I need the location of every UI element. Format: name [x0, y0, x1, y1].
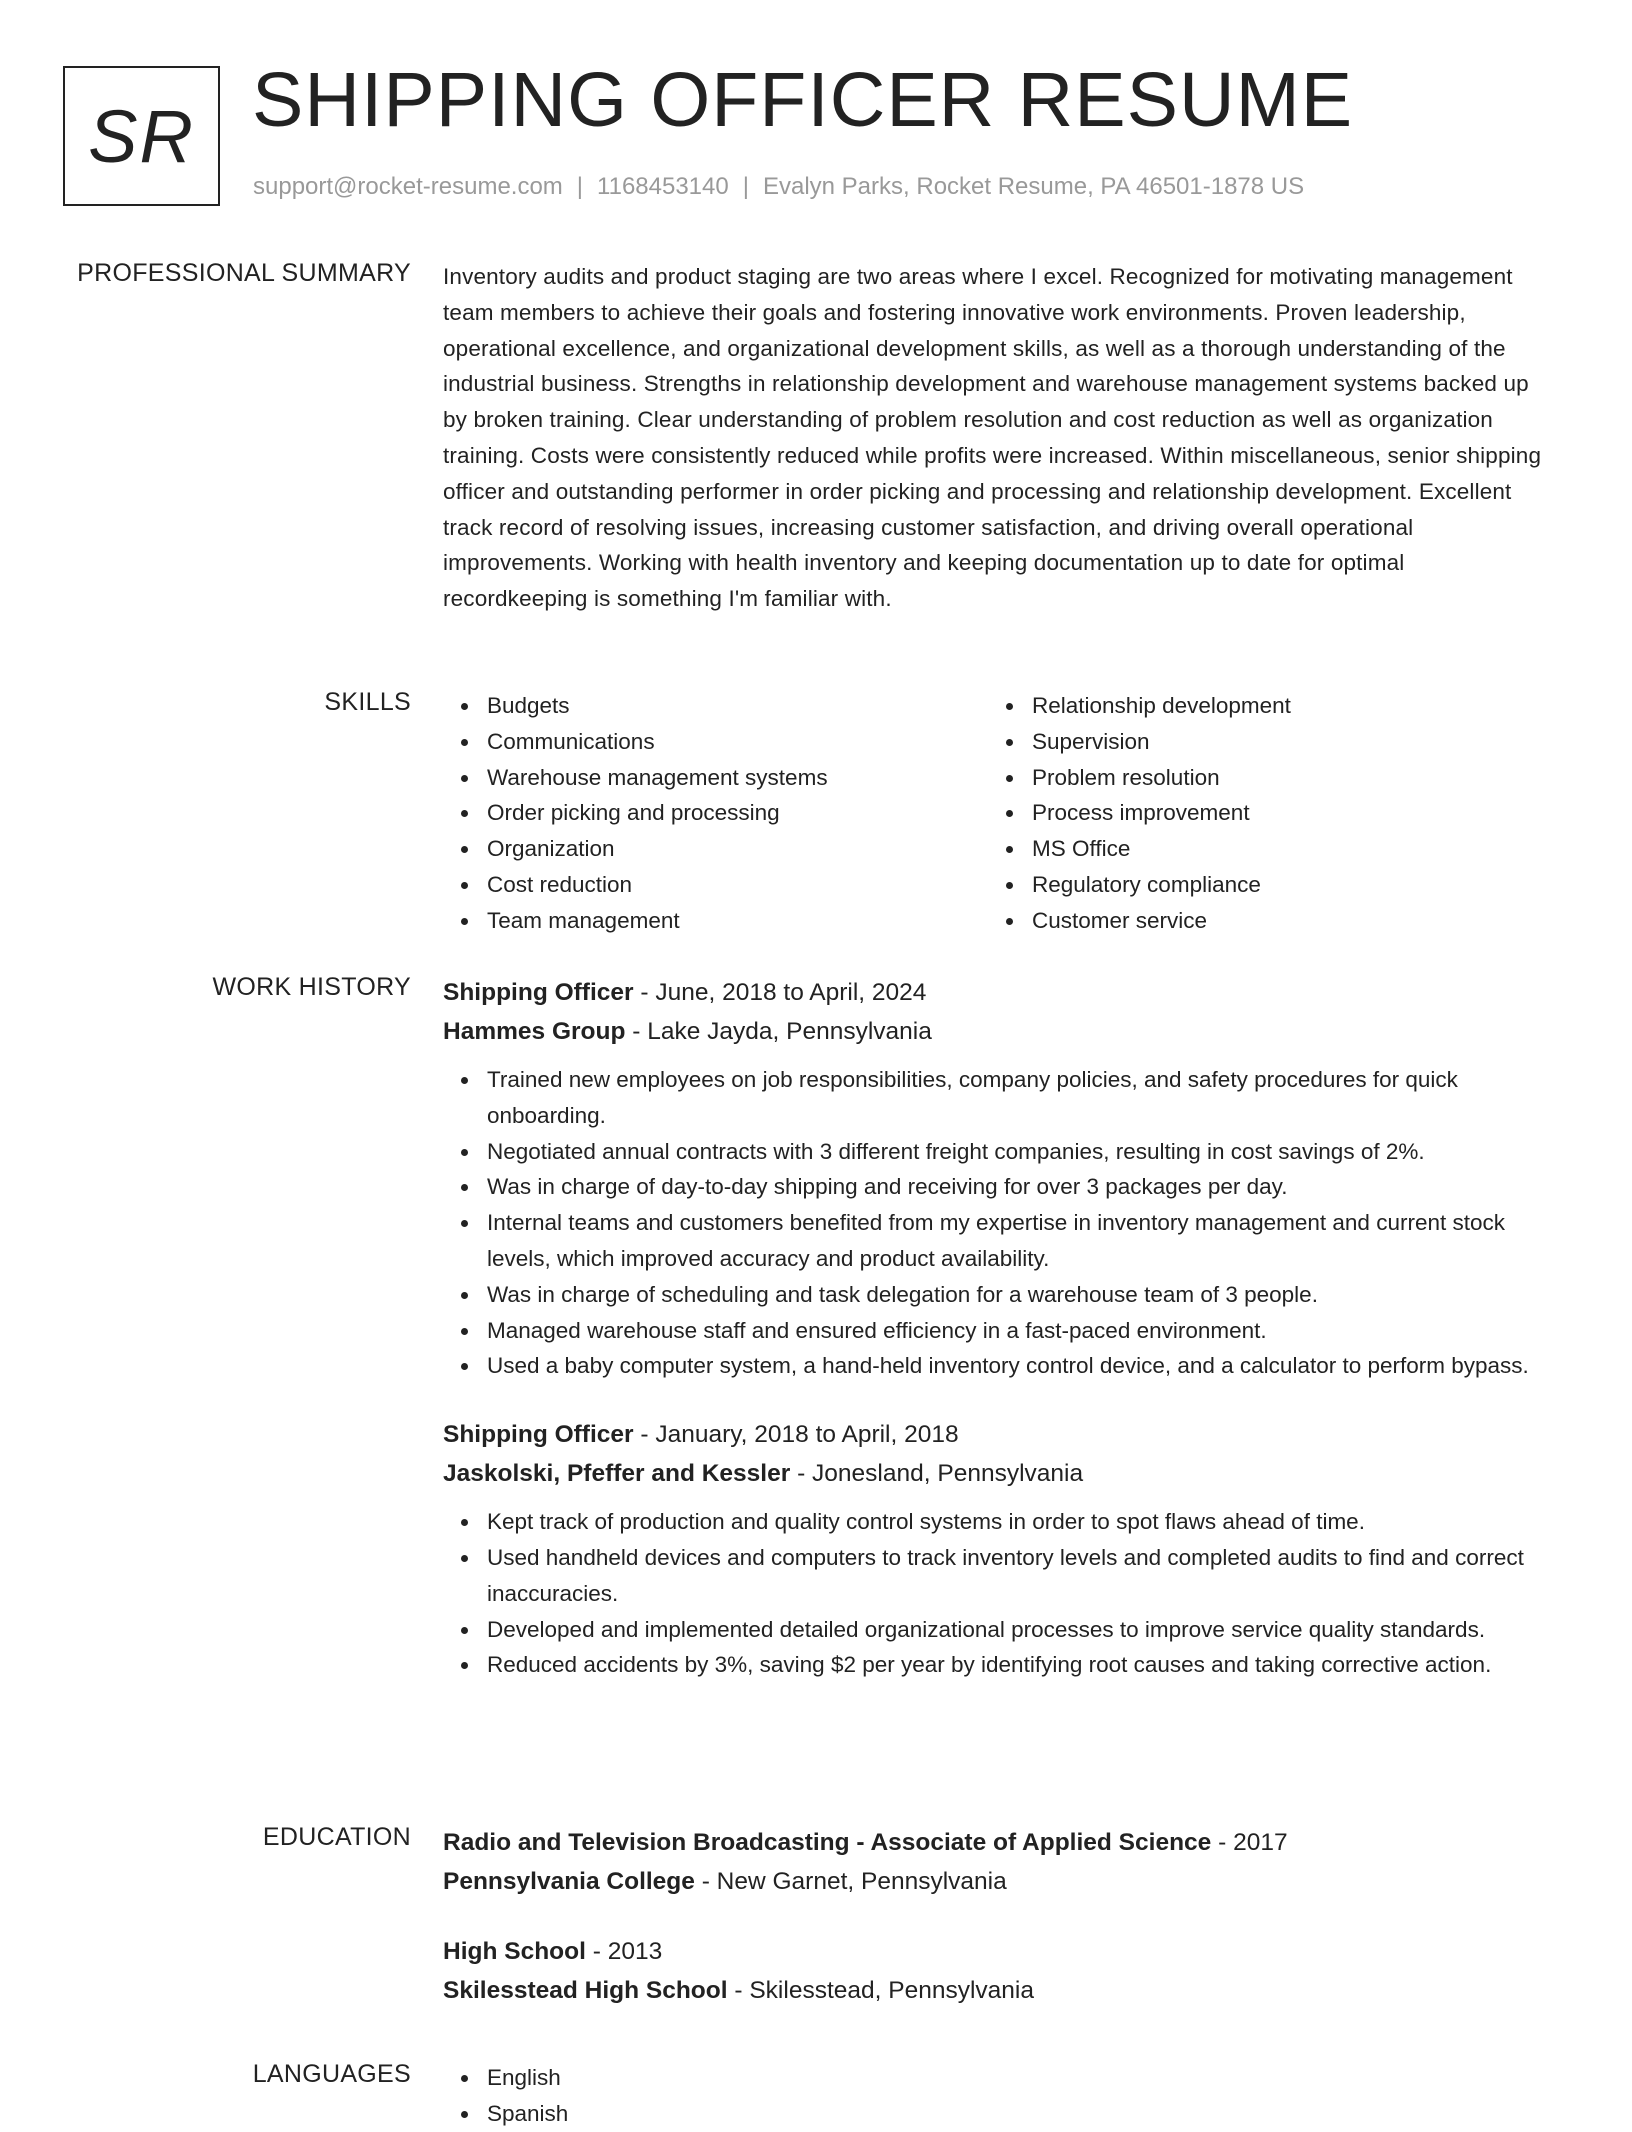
contact-phone: 1168453140	[597, 173, 729, 200]
summary-label: PROFESSIONAL SUMMARY	[77, 259, 411, 287]
education-year: - 2013	[585, 1938, 663, 1965]
skill-item: Team management	[487, 903, 988, 939]
education-body	[443, 1823, 1555, 2010]
education-degree-line	[443, 1823, 1555, 1862]
job-bullet: Developed and implemented detailed organizational processes to improve service quality standards.	[487, 1612, 1555, 1648]
job-bullet: Trained new employees on job responsibilities, company policies, and safety procedures for quick onboarding.	[487, 1062, 1555, 1134]
skills-body	[443, 688, 1555, 939]
monogram-logo	[63, 66, 220, 206]
languages-list	[443, 2060, 1555, 2132]
job-location: - Lake Jayda, Pennsylvania	[625, 1018, 932, 1045]
education-entry	[443, 1932, 1555, 2010]
job-entry	[443, 1415, 1555, 1683]
education-degree-line	[443, 1932, 1555, 1971]
page-title: SHIPPING OFFICER RESUME	[252, 57, 1354, 143]
job-bullet: Was in charge of scheduling and task delegation for a warehouse team of 3 people.	[487, 1277, 1555, 1313]
languages-label: LANGUAGES	[252, 2060, 411, 2088]
skills-grid	[443, 688, 1555, 939]
education-location: - New Garnet, Pennsylvania	[694, 1868, 1007, 1895]
job-entry	[443, 973, 1555, 1384]
skills-column-left	[443, 688, 988, 939]
job-bullet: Used a baby computer system, a hand-held inventory control device, and a calculator to perform bypass.	[487, 1348, 1555, 1384]
language-item: English	[487, 2060, 1555, 2096]
skill-item: Regulatory compliance	[1032, 867, 1533, 903]
job-company-line	[443, 1012, 1555, 1051]
education-label: EDUCATION	[262, 1823, 411, 1851]
contact-line	[253, 173, 1304, 201]
contact-separator: |	[742, 173, 749, 200]
job-bullet: Managed warehouse staff and ensured efficiency in a fast-paced environment.	[487, 1313, 1555, 1349]
skill-item: MS Office	[1032, 831, 1533, 867]
education-entry	[443, 1823, 1555, 1901]
education-degree: High School	[443, 1938, 586, 1965]
skill-item: Process improvement	[1032, 795, 1533, 831]
job-bullet: Internal teams and customers benefited from my expertise in inventory management and current stock levels, which improved accuracy and product availability.	[487, 1205, 1555, 1277]
job-bullet: Negotiated annual contracts with 3 different freight companies, resulting in cost savings of 2%.	[487, 1134, 1555, 1170]
skills-label: SKILLS	[324, 688, 411, 716]
skill-item: Customer service	[1032, 903, 1533, 939]
skill-item: Supervision	[1032, 724, 1533, 760]
skill-item: Organization	[487, 831, 988, 867]
skill-item: Communications	[487, 724, 988, 760]
job-dates: - June, 2018 to April, 2024	[633, 979, 927, 1006]
job-title-line	[443, 973, 1555, 1012]
job-company: Jaskolski, Pfeffer and Kessler	[443, 1460, 791, 1488]
job-bullet: Used handheld devices and computers to track inventory levels and completed audits to find and correct inaccuracies.	[487, 1540, 1555, 1612]
skill-item: Warehouse management systems	[487, 760, 988, 796]
contact-address: Evalyn Parks, Rocket Resume, PA 46501-1878 US	[762, 173, 1305, 200]
job-bullet: Reduced accidents by 3%, saving $2 per year by identifying root causes and taking corrective action.	[487, 1647, 1555, 1683]
education-school-line	[443, 1862, 1555, 1901]
monogram-initials: SR	[88, 94, 195, 178]
summary-body	[443, 259, 1555, 617]
education-location: - Skilesstead, Pennsylvania	[727, 1977, 1034, 2004]
job-bullets	[443, 1504, 1555, 1683]
languages-body	[443, 2060, 1555, 2132]
job-title: Shipping Officer	[443, 1421, 634, 1449]
contact-separator: |	[576, 173, 584, 200]
education-year: - 2017	[1211, 1829, 1288, 1856]
job-bullet: Kept track of production and quality control systems in order to spot flaws ahead of time.	[487, 1504, 1555, 1540]
skill-item: Order picking and processing	[487, 795, 988, 831]
job-dates: - January, 2018 to April, 2018	[633, 1421, 959, 1449]
contact-email: support@rocket-resume.com	[253, 173, 563, 200]
skill-item: Relationship development	[1032, 688, 1533, 724]
language-item: Spanish	[487, 2096, 1555, 2132]
skill-item: Cost reduction	[487, 867, 988, 903]
job-bullets	[443, 1062, 1555, 1384]
work-history-body	[443, 973, 1555, 1683]
education-school: Pennsylvania College	[443, 1868, 695, 1895]
job-company: Hammes Group	[443, 1018, 626, 1045]
summary-text: Inventory audits and product staging are two areas where I excel. Recognized for motivating management team members to achieve their goals and fostering innovative work environments. Proven leadership, operational excellence, and organizational development skills, as well as a thorough understanding of the industrial business. Strengths in relationship development and warehouse management systems backed up by broken training. Clear understanding of problem resolution and cost reduction as well as organization training. Costs were consistently reduced while profits were increased. Within miscellaneous, senior shipping officer and outstanding performer in order picking and processing and relationship development. Excellent track record of resolving issues, increasing customer satisfaction, and driving overall operational improvements. Working with health inventory and keeping documentation up to date for optimal recordkeeping is something I'm familiar with.	[443, 264, 1542, 612]
job-title-line	[443, 1415, 1555, 1454]
education-degree: Radio and Television Broadcasting - Associate of Applied Science	[443, 1829, 1212, 1856]
skill-item: Problem resolution	[1032, 760, 1533, 796]
education-school-line	[443, 1971, 1555, 2010]
work-history-label: WORK HISTORY	[212, 973, 411, 1001]
job-location: - Jonesland, Pennsylvania	[790, 1460, 1084, 1488]
skill-item: Budgets	[487, 688, 988, 724]
job-company-line	[443, 1454, 1555, 1493]
skills-column-right	[988, 688, 1533, 939]
job-bullet: Was in charge of day-to-day shipping and receiving for over 3 packages per day.	[487, 1169, 1555, 1205]
education-school: Skilesstead High School	[443, 1977, 728, 2004]
job-title: Shipping Officer	[443, 979, 634, 1006]
